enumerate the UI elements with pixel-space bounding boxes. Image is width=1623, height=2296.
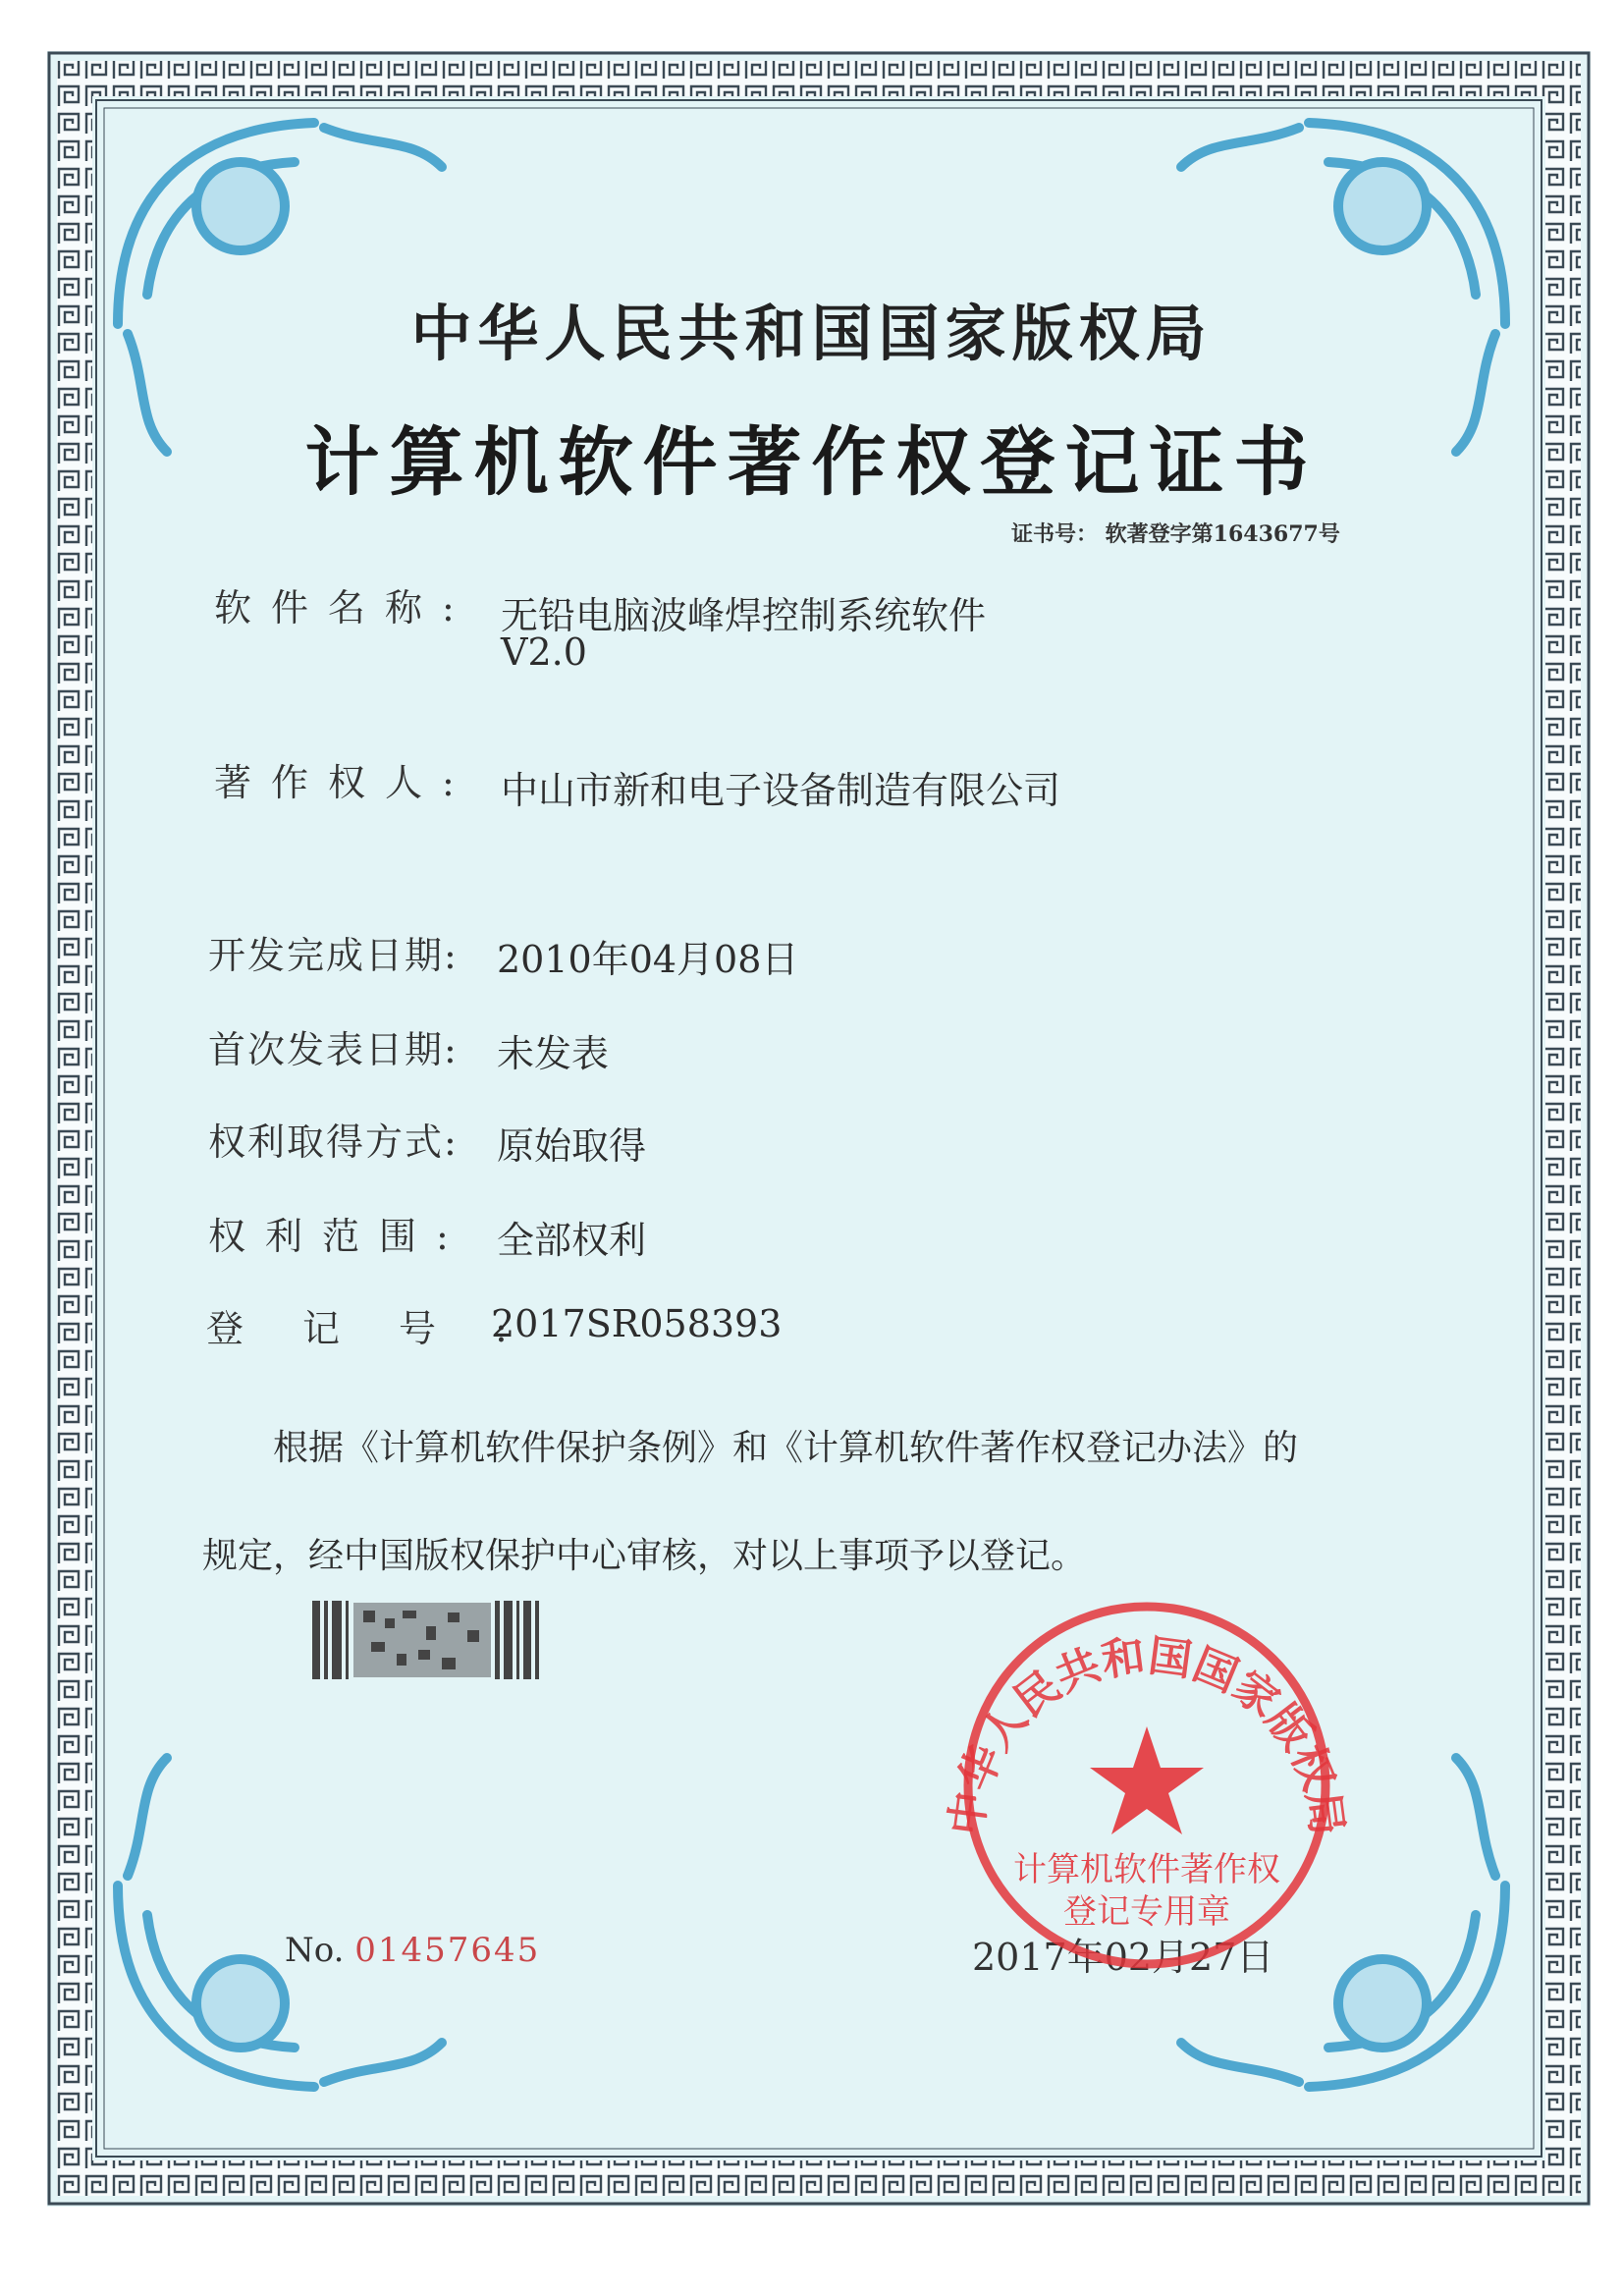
barcode xyxy=(312,1601,539,1679)
fret-border-top xyxy=(57,61,1581,96)
software-version-value: V2.0 xyxy=(501,630,587,674)
serial-number-value: 01457645 xyxy=(354,1931,541,1970)
seal-inner-line-1: 计算机软件著作权 xyxy=(1013,1850,1280,1889)
software-name-value: 无铅电脑波峰焊控制系统软件 xyxy=(501,594,987,637)
serial-number xyxy=(285,1931,540,1970)
acquire-method-value: 原始取得 xyxy=(497,1124,647,1168)
fret-border-left xyxy=(57,61,92,2196)
certificate-title: 计算机软件著作权登记证书 xyxy=(304,418,1319,506)
statement-line-2: 规定，经中国版权保护中心审核，对以上事项予以登记。 xyxy=(202,1536,1087,1576)
issuer-title: 中华人民共和国国家版权局 xyxy=(410,298,1213,369)
statement-line-1: 根据《计算机软件保护条例》和《计算机软件著作权登记办法》的 xyxy=(273,1428,1299,1468)
seal-ring-text: 中华人民共和国国家版权局 xyxy=(941,1630,1353,1838)
rights-scope-value: 全部权利 xyxy=(497,1219,647,1262)
completion-date-label: 开发完成日期: xyxy=(208,934,459,977)
owner-value: 中山市新和电子设备制造有限公司 xyxy=(501,769,1061,812)
serial-prefix: No. xyxy=(285,1931,345,1970)
fret-border-bottom xyxy=(57,2160,1581,2196)
seal-inner-line-2: 登记专用章 xyxy=(1063,1892,1230,1932)
registration-number-label: 登记号: xyxy=(206,1307,567,1350)
rights-scope-label: 权利范围: xyxy=(208,1215,468,1258)
completion-date-value: 2010年04月08日 xyxy=(497,938,799,981)
corner-ornament-bottom-right xyxy=(1181,1758,1505,2087)
publish-date-value: 未发表 xyxy=(497,1032,610,1075)
publish-date-label: 首次发表日期: xyxy=(208,1028,459,1071)
corner-ornament-bottom-left xyxy=(118,1758,442,2087)
acquire-method-label: 权利取得方式: xyxy=(208,1121,459,1164)
software-name-label: 软件名称: xyxy=(214,586,474,629)
owner-label: 著作权人: xyxy=(214,761,474,804)
registration-number-value: 2017SR058393 xyxy=(491,1302,783,1345)
fret-border-right xyxy=(1545,61,1581,2196)
issue-date: 2017年02月27日 xyxy=(972,1936,1274,1979)
certificate-number: 证书号： 软著登字第1643677号 xyxy=(1011,521,1340,547)
